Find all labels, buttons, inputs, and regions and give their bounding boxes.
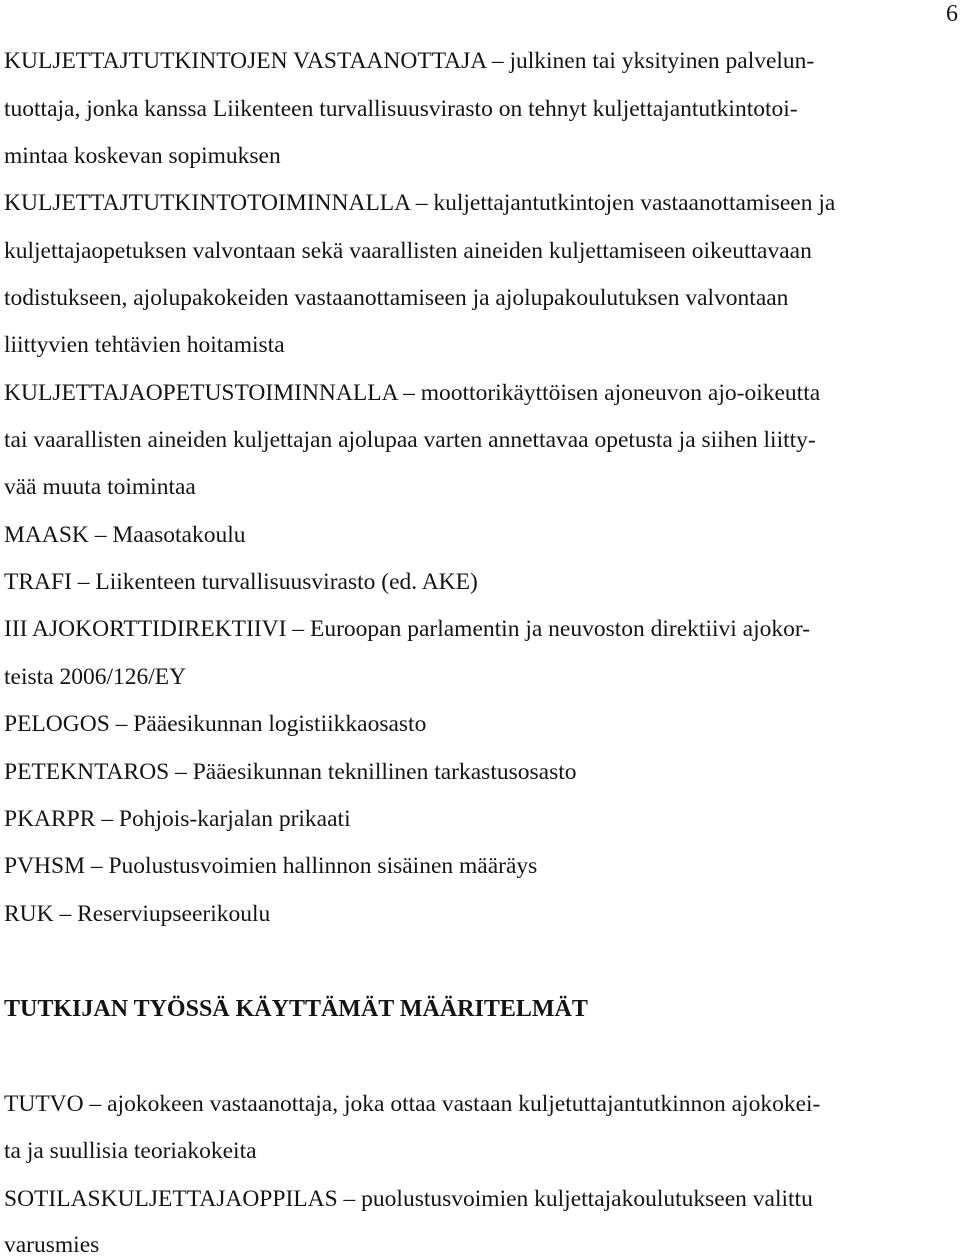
text-line: RUK – Reserviupseerikoulu	[4, 901, 271, 927]
section-heading: TUTKIJAN TYÖSSÄ KÄYTTÄMÄT MÄÄRITELMÄT	[4, 996, 588, 1022]
text-line: tuottaja, jonka kanssa Liikenteen turvallisuusvirasto on tehnyt kuljettajantutkintotoi-	[4, 96, 798, 122]
text-line: PKARPR – Pohjois-karjalan prikaati	[4, 806, 351, 832]
text-line: varusmies	[4, 1232, 100, 1258]
text-line: PELOGOS – Pääesikunnan logistiikkaosasto	[4, 711, 427, 737]
text-line: liittyvien tehtävien hoitamista	[4, 332, 285, 358]
text-line: KULJETTAJAOPETUSTOIMINNALLA – moottorikäyttöisen ajoneuvon ajo-oikeutta	[4, 380, 821, 406]
text-line: PETEKNTAROS – Pääesikunnan teknillinen tarkastusosasto	[4, 759, 577, 785]
text-line: TUTVO – ajokokeen vastaanottaja, joka ottaa vastaan kuljetuttajantutkinnon ajokokei-	[4, 1091, 821, 1117]
text-line: MAASK – Maasotakoulu	[4, 522, 246, 548]
text-line: teista 2006/126/EY	[4, 664, 187, 690]
text-line: III AJOKORTTIDIREKTIIVI – Euroopan parlamentin ja neuvoston direktiivi ajokor-	[4, 616, 811, 642]
text-line: TRAFI – Liikenteen turvallisuusvirasto (ed. AKE)	[4, 569, 478, 595]
text-line: PVHSM – Puolustusvoimien hallinnon sisäinen määräys	[4, 853, 538, 879]
text-line: tai vaarallisten aineiden kuljettajan ajolupaa varten annettavaa opetusta ja siihen liitty-	[4, 427, 816, 453]
page-number: 6	[946, 1, 958, 27]
text-line: mintaa koskevan sopimuksen	[4, 143, 281, 169]
text-line: SOTILASKULJETTAJAOPPILAS – puolustusvoimien kuljettajakoulutukseen valittu	[4, 1186, 813, 1212]
text-line: todistukseen, ajolupakokeiden vastaanottamiseen ja ajolupakoulutuksen valvontaan	[4, 285, 789, 311]
text-line: ta ja suullisia teoriakokeita	[4, 1138, 257, 1164]
text-line: kuljettajaopetuksen valvontaan sekä vaarallisten aineiden kuljettamiseen oikeuttavaan	[4, 238, 812, 264]
text-line: vää muuta toimintaa	[4, 474, 196, 500]
text-line: KULJETTAJTUTKINTOTOIMINNALLA – kuljettajantutkintojen vastaanottamiseen ja	[4, 190, 836, 216]
text-line: KULJETTAJTUTKINTOJEN VASTAANOTTAJA – julkinen tai yksityinen palvelun-	[4, 48, 815, 74]
